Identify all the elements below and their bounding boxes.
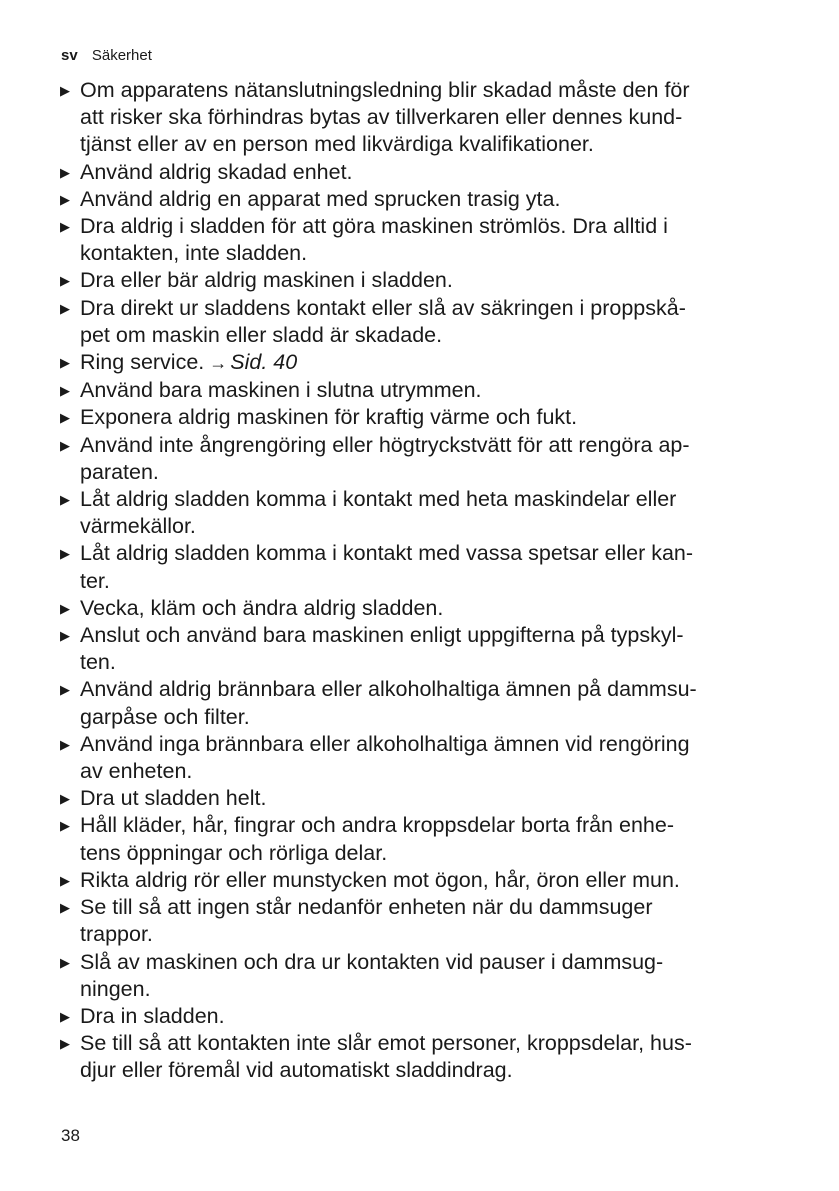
triangle-bullet-icon: ▶	[60, 954, 70, 970]
list-item	[60, 77, 795, 159]
list-item	[60, 731, 795, 785]
triangle-bullet-icon: ▶	[60, 600, 70, 616]
triangle-bullet-icon: ▶	[60, 191, 70, 207]
list-item-text: Exponera aldrig maskinen för kraftig värme och fukt.	[80, 405, 578, 430]
triangle-bullet-icon: ▶	[60, 900, 70, 916]
list-item-text: Om apparatens nätanslutningsledning blir skadad måste den för att risker ska förhindras bytas av tillverkaren eller dennes kund- tjänst eller av en person med likvärdiga kvalifikationer.	[80, 78, 690, 157]
triangle-bullet-icon: ▶	[60, 273, 70, 289]
list-item	[60, 486, 795, 540]
triangle-bullet-icon: ▶	[60, 164, 70, 180]
page-header	[61, 46, 152, 66]
list-item	[60, 540, 795, 594]
triangle-bullet-icon: ▶	[60, 682, 70, 698]
list-item-text: Ring service.	[80, 350, 205, 375]
triangle-bullet-icon: ▶	[60, 83, 70, 98]
page-reference-link[interactable]: Sid. 40	[230, 350, 298, 375]
triangle-bullet-icon: ▶	[60, 1008, 70, 1024]
list-item-service	[60, 349, 795, 377]
list-item-text: Använd aldrig brännbara eller alkoholhaltiga ämnen på dammsu- garpåse och filter.	[80, 677, 697, 729]
list-item	[60, 295, 795, 349]
list-item	[60, 377, 795, 404]
section-title: Säkerhet	[91, 47, 152, 64]
list-item	[60, 159, 795, 186]
triangle-bullet-icon: ▶	[60, 736, 70, 752]
triangle-bullet-icon: ▶	[60, 383, 70, 399]
triangle-bullet-icon: ▶	[60, 546, 70, 562]
list-item	[60, 267, 795, 294]
arrow-right-icon: →	[209, 353, 228, 374]
triangle-bullet-icon: ▶	[60, 791, 70, 807]
list-item	[60, 186, 795, 213]
list-item-text: Använd bara maskinen i slutna utrymmen.	[80, 378, 482, 403]
list-item	[60, 867, 795, 894]
triangle-bullet-icon: ▶	[60, 628, 70, 644]
safety-instructions	[60, 77, 795, 1085]
list-item-text: Använd aldrig skadad enhet.	[80, 159, 353, 184]
list-item	[60, 894, 795, 948]
list-item	[60, 812, 795, 866]
triangle-bullet-icon: ▶	[60, 355, 70, 371]
list-item	[60, 595, 795, 622]
triangle-bullet-icon: ▶	[60, 872, 70, 888]
list-item-text: Dra aldrig i sladden för att göra maskinen strömlös. Dra alltid i kontakten, inte sladden.	[80, 214, 668, 266]
list-item-text: Anslut och använd bara maskinen enligt uppgifterna på typskyl- ten.	[80, 623, 684, 675]
triangle-bullet-icon: ▶	[60, 492, 70, 508]
list-item-text: Använd inga brännbara eller alkoholhaltiga ämnen vid rengöring av enheten.	[80, 731, 690, 784]
list-item-text: Låt aldrig sladden komma i kontakt med heta maskindelar eller värmekällor.	[80, 487, 677, 539]
list-item-text: Dra eller bär aldrig maskinen i sladden.	[80, 268, 453, 293]
list-item-text: Vecka, kläm och ändra aldrig sladden.	[80, 595, 444, 620]
list-item	[60, 432, 795, 486]
triangle-bullet-icon: ▶	[60, 818, 70, 834]
list-item-text: Håll kläder, hår, fingrar och andra kroppsdelar borta från enhe- tens öppningar och rörliga delar.	[80, 813, 674, 865]
list-item-text: Använd inte ångrengöring eller högtryckstvätt för att rengöra ap- paraten.	[80, 432, 690, 484]
list-item	[60, 404, 795, 431]
triangle-bullet-icon: ▶	[60, 219, 70, 235]
list-item	[60, 213, 795, 267]
triangle-bullet-icon: ▶	[60, 437, 70, 453]
list-item	[60, 949, 795, 1003]
list-item-text: Rikta aldrig rör eller munstycken mot ögon, hår, öron eller mun.	[80, 867, 680, 892]
list-item-text: Dra ut sladden helt.	[80, 786, 267, 811]
safety-list	[60, 77, 795, 1085]
list-item-text: Använd aldrig en apparat med sprucken trasig yta.	[80, 186, 561, 211]
list-item	[60, 785, 795, 812]
page-number: 38	[61, 1126, 80, 1145]
list-item-text: Dra direkt ur sladdens kontakt eller slå av säkringen i proppskå- pet om maskin eller sladd är skadade.	[80, 295, 686, 347]
triangle-bullet-icon: ▶	[60, 1036, 70, 1052]
language-code: sv	[61, 47, 78, 64]
list-item	[60, 622, 795, 676]
list-item	[60, 676, 795, 730]
list-item-text: Slå av maskinen och dra ur kontakten vid pauser i dammsug- ningen.	[80, 949, 664, 1001]
list-item	[60, 1003, 795, 1030]
list-item-text: Dra in sladden.	[80, 1003, 225, 1028]
triangle-bullet-icon: ▶	[60, 300, 70, 316]
list-item-text: Se till så att ingen står nedanför enheten när du dammsuger trappor.	[80, 895, 653, 947]
list-item-text: Se till så att kontakten inte slår emot personer, kroppsdelar, hus- djur eller föremål vid automatiskt sladdindrag.	[80, 1031, 692, 1083]
list-item-text: Låt aldrig sladden komma i kontakt med vassa spetsar eller kan- ter.	[80, 541, 694, 593]
triangle-bullet-icon: ▶	[60, 410, 70, 426]
list-item	[60, 1030, 795, 1084]
